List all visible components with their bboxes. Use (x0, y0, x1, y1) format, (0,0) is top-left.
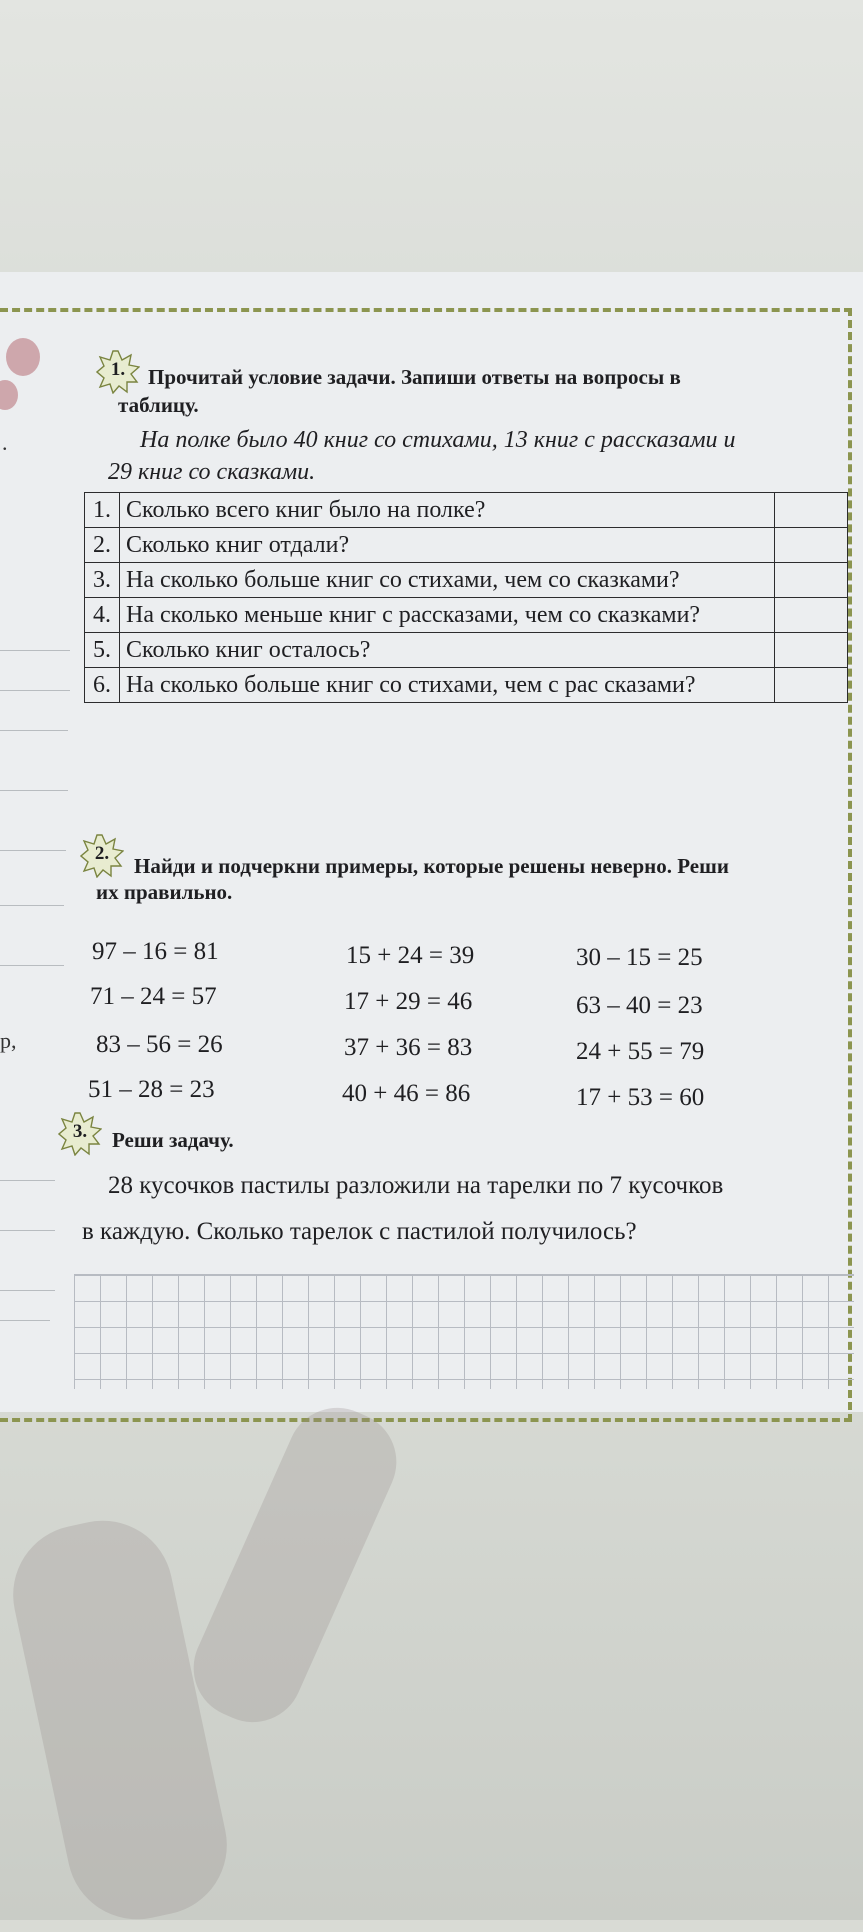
task1-heading-line2: таблицу. (118, 393, 199, 417)
answer-grid[interactable] (74, 1274, 854, 1389)
problem-line2: в каждую. Сколько тарелок с пастилой получилось? (82, 1218, 637, 1245)
condition-line1: На полке было 40 книг со стихами, 13 книг с рассказами и (140, 427, 736, 453)
task1-condition (140, 424, 736, 456)
task-badge (96, 350, 140, 394)
question-text: На сколько больше книг со стихами, чем со сказками? (120, 563, 775, 598)
example-expression: 30 – 15 = 25 (576, 944, 703, 971)
task1-condition-cont (108, 456, 315, 488)
table-row (85, 668, 848, 703)
answer-cell[interactable] (775, 633, 848, 668)
table-row (85, 633, 848, 668)
example-expression: 83 – 56 = 26 (96, 1031, 223, 1058)
table-row (85, 598, 848, 633)
task3-heading-text: Реши задачу. (112, 1128, 234, 1152)
task3-problem-cont (82, 1210, 637, 1254)
task-number: 2. (94, 843, 110, 864)
table-row (85, 493, 848, 528)
answer-cell[interactable] (775, 563, 848, 598)
row-number: 1. (85, 493, 120, 528)
task-number: 3. (72, 1121, 88, 1142)
task1-heading (148, 363, 681, 391)
question-text: На сколько меньше книг с рассказами, чем со сказками? (120, 598, 775, 633)
example-expression: 24 + 55 = 79 (576, 1038, 705, 1065)
answer-cell[interactable] (775, 598, 848, 633)
example-expression: 51 – 28 = 23 (88, 1076, 215, 1103)
task2-heading-cont (96, 878, 232, 906)
question-text: Сколько книг отдали? (120, 528, 775, 563)
row-number: 3. (85, 563, 120, 598)
background-top (0, 0, 863, 280)
example-expression: 17 + 53 = 60 (576, 1084, 705, 1111)
example-expression: 15 + 24 = 39 (346, 942, 475, 969)
answer-cell[interactable] (775, 668, 848, 703)
table-row (85, 563, 848, 598)
condition-line2: 29 книг со сказками. (108, 459, 316, 485)
task-number: 1. (110, 359, 126, 380)
example-expression: 71 – 24 = 57 (90, 983, 217, 1010)
row-number: 4. (85, 598, 120, 633)
table-row (85, 528, 848, 563)
example-expression: 17 + 29 = 46 (344, 988, 473, 1015)
question-text: Сколько всего книг было на полке? (120, 493, 775, 528)
questions-table (84, 492, 848, 703)
answer-cell[interactable] (775, 528, 848, 563)
left-edge-mark: . (2, 430, 8, 455)
example-expression: 40 + 46 = 86 (342, 1080, 471, 1107)
task3-heading (112, 1126, 234, 1154)
left-edge-mark: р, (0, 1028, 17, 1053)
task2-heading-line1: Найди и подчеркни примеры, которые решены неверно. Реши (134, 854, 729, 878)
task2-heading-line2: их правильно. (96, 880, 233, 904)
row-number: 2. (85, 528, 120, 563)
task-badge (80, 834, 124, 878)
question-text: Сколько книг осталось? (120, 633, 775, 668)
task1-heading-line1: Прочитай условие задачи. Запиши ответы на вопросы в (148, 365, 681, 389)
example-expression: 97 – 16 = 81 (92, 938, 219, 965)
row-number: 5. (85, 633, 120, 668)
problem-line1: 28 кусочков пастилы разложили на тарелки по 7 кусочков (108, 1172, 724, 1199)
row-number: 6. (85, 668, 120, 703)
task3-problem (108, 1164, 723, 1208)
answer-cell[interactable] (775, 493, 848, 528)
example-expression: 63 – 40 = 23 (576, 992, 703, 1019)
question-text: На сколько больше книг со стихами, чем с рас сказами? (120, 668, 775, 703)
task2-heading (134, 852, 729, 880)
task-badge (58, 1112, 102, 1156)
example-expression: 37 + 36 = 83 (344, 1034, 473, 1061)
task1-heading-cont (118, 391, 199, 419)
